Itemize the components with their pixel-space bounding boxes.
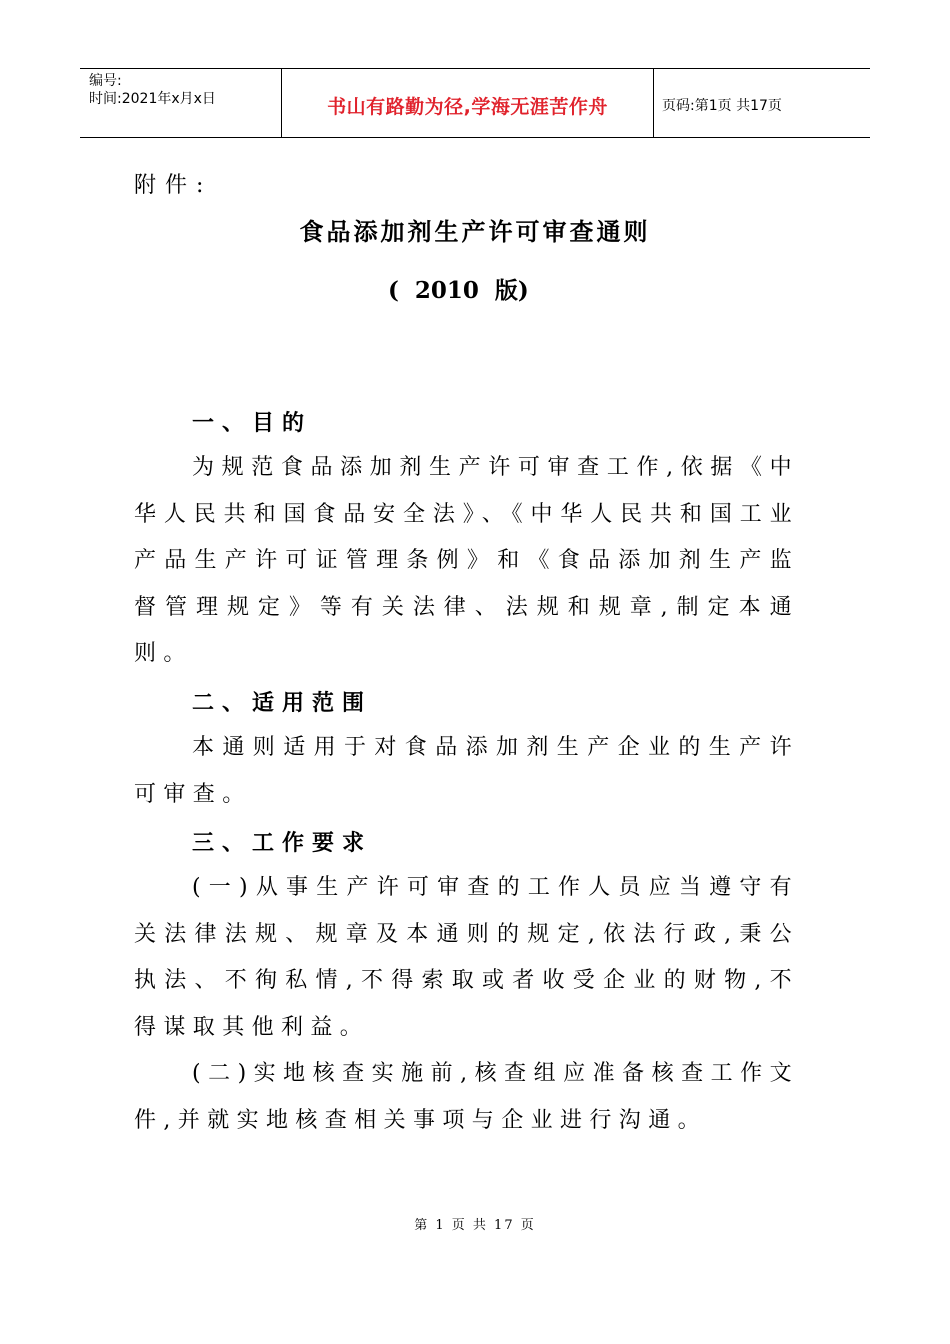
- section-paragraph-requirement-2: (二)实地核查实施前,核查组应准备核查工作文件,并就实地核查相关事项与企业进行沟通。: [134, 1061, 799, 1133]
- section-heading-requirements: 三、工作要求: [192, 830, 373, 856]
- document-edition: ( 2010 版): [388, 277, 529, 304]
- header-page-info: 页码:第1页 共17页: [662, 98, 782, 114]
- document-time-label: 时间:2021年x月x日: [89, 91, 216, 107]
- section-heading-purpose: 一、目的: [192, 410, 313, 436]
- document-title: 食品添加剂生产许可审查通则: [299, 217, 651, 246]
- header-motto-cell: [281, 69, 654, 137]
- section-paragraph-purpose: 为规范食品添加剂生产许可审查工作,依据《中华人民共和国食品安全法》、《中华人民共和国工业产品生产许可证管理条例》和《食品添加剂生产监督管理规定》等有关法律、法规和规章,制定本通则。: [134, 455, 799, 666]
- section-paragraph-scope: 本通则适用于对食品添加剂生产企业的生产许可审查。: [134, 735, 799, 807]
- attachment-label: 附件:: [134, 173, 213, 198]
- section-heading-scope: 二、适用范围: [192, 690, 373, 716]
- header-meta: [80, 69, 281, 137]
- document-code-label: 编号:: [89, 73, 122, 89]
- page-header: [80, 68, 870, 138]
- section-paragraph-requirement-1: (一)从事生产许可审查的工作人员应当遵守有关法律法规、规章及本通则的规定,依法行政,秉公执法、不徇私情,不得索取或者收受企业的财物,不得谋取其他利益。: [134, 875, 799, 1040]
- header-page-info-cell: [654, 69, 870, 137]
- header-motto: 书山有路勤为径,学海无涯苦作舟: [327, 95, 608, 118]
- page-footer: 第 1 页 共 17 页: [414, 1218, 536, 1233]
